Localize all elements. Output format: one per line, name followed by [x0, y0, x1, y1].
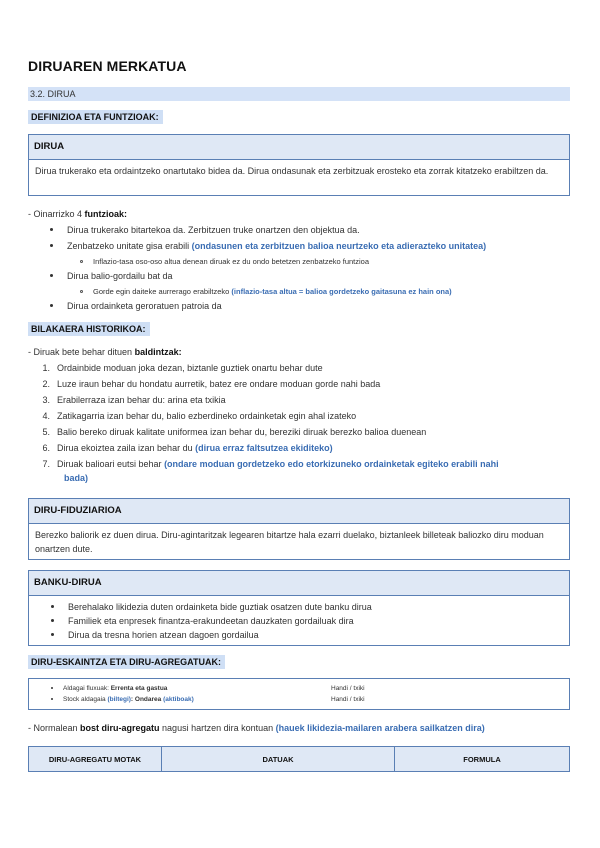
agregatuak-box [28, 678, 570, 710]
fiduziarioa-box-body: Berezko baliorik ez duen dirua. Diru-agintaritzak legearen bitartze hala ezarri duelako, biztanleek billeteak baliozko diru moduan onartzen dute. [35, 530, 544, 554]
definizioa-heading: DEFINIZIOA ETA FUNTZIOAK: [28, 110, 163, 124]
bullet-icon [51, 633, 54, 636]
agregatu-row-value: Handi / txiki [331, 685, 365, 692]
table-header-cell: DIRU-AGREGATU MOTAK [29, 747, 162, 772]
numbered-item [36, 442, 333, 454]
item-number: 6. [42, 443, 50, 453]
list-item-text: Dirua ekoiztea zaila izan behar du [57, 443, 196, 453]
fiduziarioa-box [28, 498, 570, 560]
item-number: 7. [42, 459, 50, 469]
list-item-text: Dirua trukerako bitartekoa da. Zerbitzuen truke onartzen den objektua da. [67, 225, 360, 235]
line-blue: (hauek likidezia-mailaren arabera sailkatzen dira) [275, 723, 485, 733]
agregatu-row-value: Handi / txiki [331, 696, 365, 703]
bullet-icon [51, 605, 54, 608]
bullet-icon [50, 274, 53, 277]
list-item-blue: (ondasunen eta zerbitzuen balioa neurtzeko eta adierazteko unitatea) [191, 241, 487, 251]
list-item [50, 270, 173, 282]
item-number: 4. [42, 411, 50, 421]
subsection-heading: 3.2. DIRUA [28, 87, 570, 101]
sub-bullet-icon [80, 290, 83, 293]
list-item [50, 240, 486, 252]
item-number: 3. [42, 395, 50, 405]
list-item-text: Gorde egin daiteke aurrerago erabiltzeko [93, 287, 232, 296]
list-item-text: Familiek eta enpresek finantza-erakundeetan dauzkaten gordailuak dira [68, 616, 354, 626]
list-item-text: Luze iraun behar du hondatu aurretik, batez ere ondare moduan gorde nahi bada [57, 379, 381, 389]
numbered-item [36, 378, 380, 390]
item-number: 5. [42, 427, 50, 437]
dirua-box [28, 134, 570, 196]
bankudirua-box [28, 570, 570, 646]
list-item-text: Dirua da tresna horien atzean dagoen gordailua [68, 630, 259, 640]
table-header-row [29, 747, 570, 772]
page-title: DIRUAREN MERKATUA [28, 58, 187, 74]
baldintzak-intro-prefix: - Diruak bete behar dituen [28, 347, 135, 357]
list-item-text: Zenbatzeko unitate gisa erabili [67, 241, 192, 251]
row-label: Stock aldagaia [63, 696, 108, 703]
funtzioak-intro-bold: funtzioak: [84, 209, 128, 219]
list-item-text: Zatikagarria izan behar du, balio ezberdineko ordainketak egin ahal izateko [57, 411, 357, 421]
numbered-item [36, 394, 226, 406]
list-item-text: Diruak balioari eutsi behar [57, 459, 165, 469]
list-item-blue: (ondare moduan gordetzeko edo etorkizuneko ordainketak egiteko erabili nahi [164, 459, 499, 469]
dirua-box-heading: DIRUA [29, 135, 569, 160]
eskaintza-heading: DIRU-ESKAINTZA ETA DIRU-AGREGATUAK: [28, 655, 225, 669]
list-item-text: Balio bereko diruak kalitate uniformea izan behar du, bereziki diruak berezko balioa duenean [57, 427, 427, 437]
bullet-icon [51, 687, 53, 689]
row-bold: Errenta eta gastua [110, 685, 168, 692]
list-item-text: Inflazio-tasa oso-oso altua denean diruak ez du ondo betetzen zenbatzeko funtzioa [93, 257, 370, 266]
bullet-icon [50, 304, 53, 307]
baldintzak-intro-bold: baldintzak: [134, 347, 182, 357]
sub-bullet-icon [80, 260, 83, 263]
bullet-icon [50, 228, 53, 231]
list-item [51, 601, 372, 613]
table-header-cell: DATUAK [162, 747, 395, 772]
list-item-blue: bada) [64, 473, 89, 483]
sub-list-item [80, 286, 452, 298]
bilakaera-heading: BILAKAERA HISTORIKOA: [28, 322, 150, 336]
numbered-item [36, 362, 323, 374]
list-item-blue: (inflazio-tasa altua = balioa gordetzeko gaitasuna ez hain ona) [231, 287, 452, 296]
bankudirua-box-heading: BANKU-DIRUA [29, 571, 569, 596]
line-bold: bost diru-agregatu [80, 723, 160, 733]
funtzioak-intro-prefix: - Oinarrizko 4 [28, 209, 85, 219]
baldintzak-intro [28, 346, 182, 359]
list-item [50, 224, 360, 236]
list-item-text: Dirua ordainketa geroratuen patroia da [67, 301, 222, 311]
list-item-text: Ordainbide moduan joka dezan, biztanle guztiek onartu behar dute [57, 363, 323, 373]
row-blue: (biltegi) [107, 696, 131, 703]
bullet-icon [50, 244, 53, 247]
agregatu-row [51, 685, 167, 692]
agregatu-row [51, 696, 194, 703]
numbered-item [36, 410, 356, 422]
bullet-icon [51, 698, 53, 700]
list-item-blue: (dirua erraz faltsutzea ekiditeko) [195, 443, 333, 453]
line-mid: nagusi hartzen dira kontuan [159, 723, 276, 733]
row-bold: : Ondarea [130, 696, 164, 703]
list-item [51, 615, 354, 627]
list-item [51, 629, 259, 641]
agregatu-table [28, 746, 570, 772]
row-blue: (aktiboak) [163, 696, 194, 703]
item-number: 1. [42, 363, 50, 373]
table-header-cell: FORMULA [395, 747, 570, 772]
list-item-text: Berehalako likidezia duten ordainketa bide guztiak osatzen dute banku dirua [68, 602, 372, 612]
sub-list-item [80, 256, 369, 268]
row-label: Aldagai fluxuak: [63, 685, 111, 692]
list-item [50, 300, 222, 312]
fiduziarioa-box-heading: DIRU-FIDUZIARIOA [29, 499, 569, 524]
list-item-text: Erabilerraza izan behar du: arina eta txikia [57, 395, 226, 405]
numbered-item [36, 426, 426, 438]
numbered-item [36, 458, 499, 470]
funtzioak-intro [28, 208, 127, 221]
numbered-item-continuation [64, 472, 88, 484]
bullet-icon [51, 619, 54, 622]
item-number: 2. [42, 379, 50, 389]
bost-agregatu-line [28, 722, 485, 735]
list-item-text: Dirua balio-gordailu bat da [67, 271, 173, 281]
line-prefix: - Normalean [28, 723, 81, 733]
dirua-box-body: Dirua trukerako eta ordaintzeko onartutako bidea da. Dirua ondasunak eta zerbitzuak erosteko eta zorrak kitatzeko erabiltzen da. [35, 166, 549, 176]
